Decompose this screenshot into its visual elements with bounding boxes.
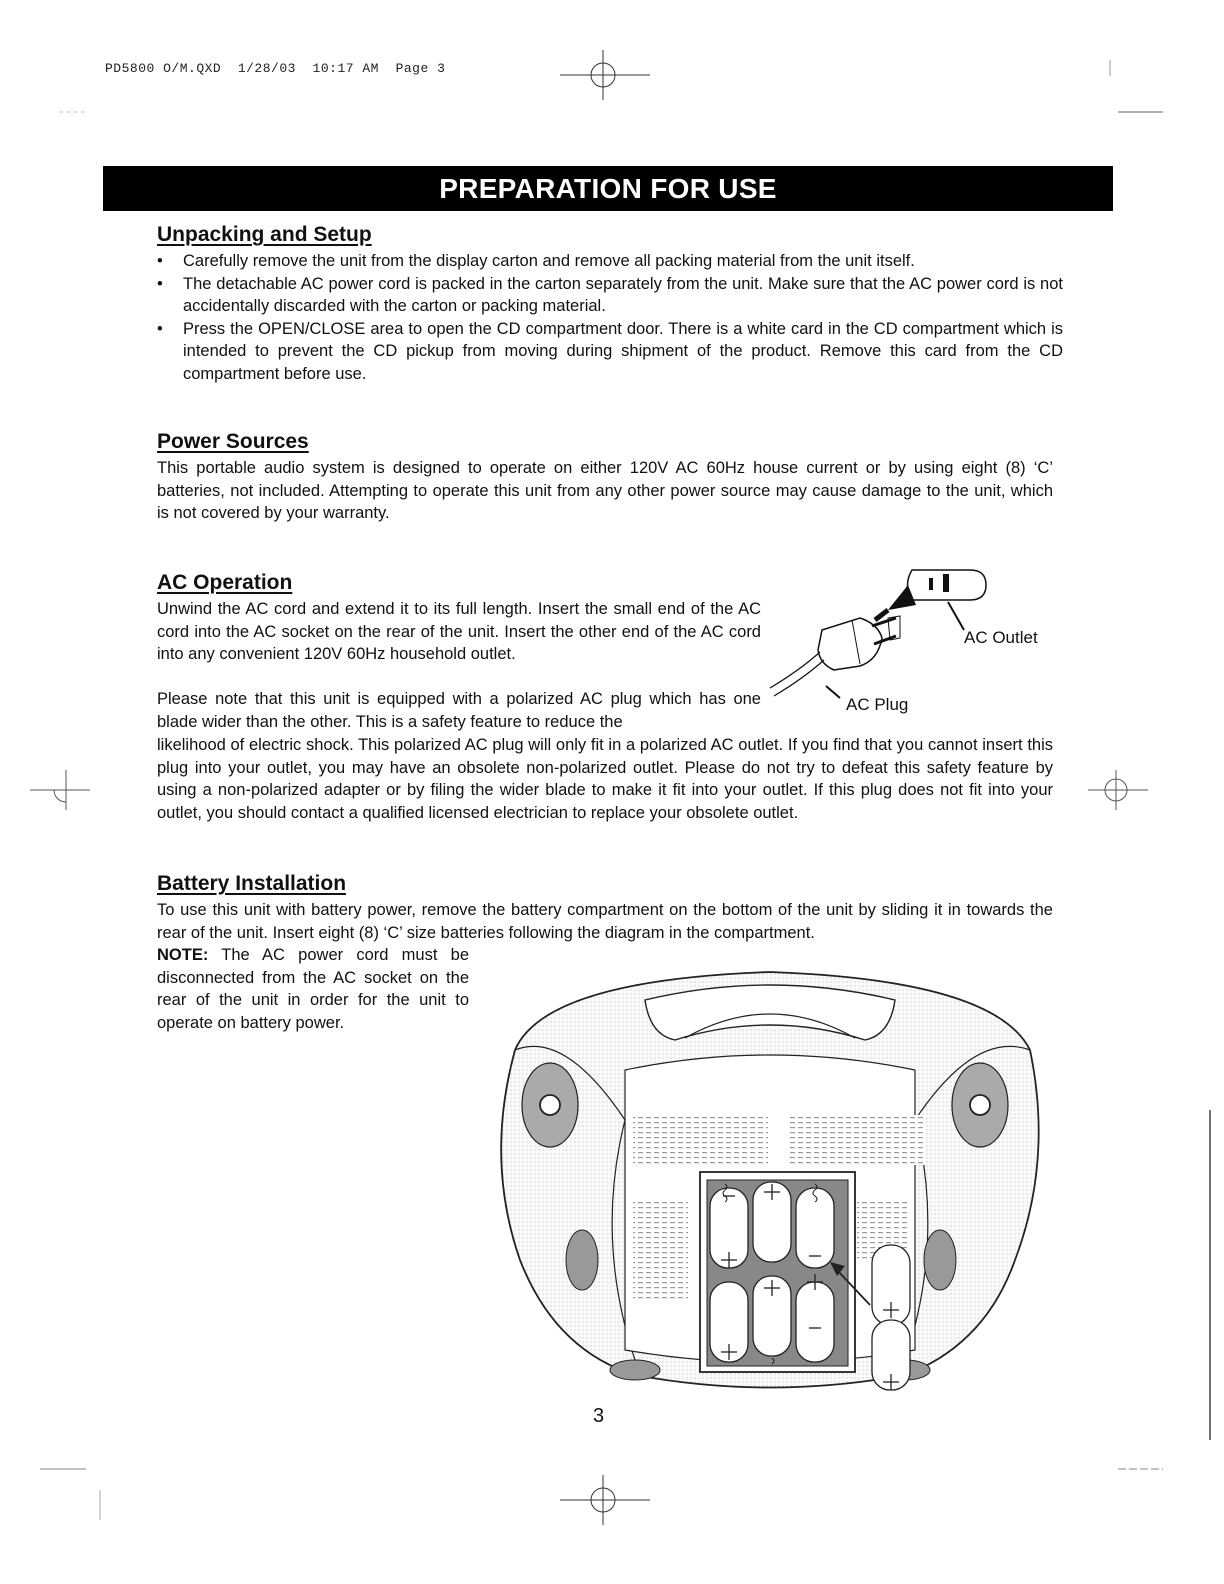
bullet-item: • Carefully remove the unit from the display carton and remove all packing material from the unit itself.: [157, 250, 1063, 273]
ac-operation-paragraph-1: Unwind the AC cord and extend it to its full length. Insert the small end of the AC cord into the AC socket on the rear of the unit. Insert the other end of the AC cord into any convenient 120V 60Hz household outlet.: [157, 600, 761, 663]
heading-power-sources: Power Sources: [157, 430, 309, 453]
slug-page: Page 3: [395, 61, 446, 76]
section-banner: PREPARATION FOR USE: [103, 166, 1113, 211]
note-label: NOTE:: [157, 946, 209, 964]
slug-time: 10:17 AM: [312, 61, 379, 76]
page-number: 3: [593, 1405, 605, 1427]
bullet-item: • Press the OPEN/CLOSE area to open the CD compartment door. There is a white card in the CD compartment which is intended to prevent the CD pickup from moving during shipment of the product. Remove this card from the CD compartment before use.: [157, 318, 1063, 386]
heading-battery-installation: Battery Installation: [157, 872, 347, 895]
slug-date: 1/28/03: [237, 61, 296, 76]
slug-file: PD5800 O/M.QXD: [105, 61, 222, 76]
bullet-item: • The detachable AC power cord is packed in the carton separately from the unit. Make sure that the AC power cord is not accidentally discarded with the carton or packing material.: [157, 273, 1063, 318]
heading-ac-operation: AC Operation: [157, 571, 293, 594]
battery-note: [157, 944, 469, 1034]
label-ac-plug: AC Plug: [846, 695, 909, 714]
unpacking-bullets: [157, 250, 1063, 385]
label-ac-outlet: AC Outlet: [964, 628, 1038, 647]
battery-compartment-illustration: [485, 960, 1055, 1400]
note-text: The AC power cord must be disconnected from the AC socket on the rear of the unit in order for the unit to operate on battery power.: [157, 946, 469, 1032]
ac-operation-paragraph-2a: Please note that this unit is equipped with a polarized AC plug which has one blade wider than the other. This is a safety feature to reduce the: [157, 690, 761, 731]
ac-operation-paragraph-2b: likelihood of electric shock. This polarized AC plug will only fit in a polarized AC outlet. If you find that you cannot insert this plug into your outlet, you may have an obsolete non-polarized outlet. Please do not try to defeat this safety feature by using a non-polarized adapter or by filing the wider blade to make it fit into your outlet. If this plug does not fit into your outlet, you should contact a qualified licensed electrician to replace your obsolete outlet.: [157, 736, 1053, 822]
power-sources-text: This portable audio system is designed to operate on either 120V AC 60Hz house current or by using eight (8) ‘C’ batteries, not included. Attempting to operate this unit from any other power source may cause damage to the unit, which is not covered by your warranty.: [157, 459, 1053, 522]
battery-installation-text: To use this unit with battery power, remove the battery compartment on the bottom of the unit by sliding it in towards the rear of the unit. Insert eight (8) ‘C’ size batteries following the diagram in the compartment.: [157, 901, 1053, 942]
heading-unpacking: Unpacking and Setup: [157, 223, 372, 246]
